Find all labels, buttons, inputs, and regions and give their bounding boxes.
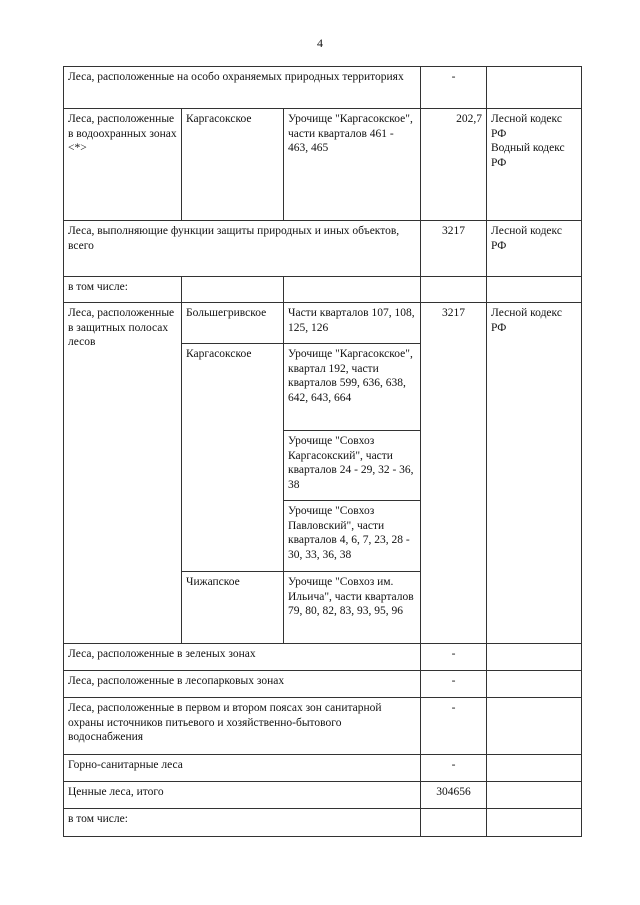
- location-cell: Урочище "Совхоз Павловский", части кварталов 4, 6, 7, 23, 28 - 30, 33, 36, 38: [284, 501, 421, 572]
- table-row: [64, 109, 582, 221]
- location-cell: Урочище "Совхоз Каргасокский", части кварталов 24 - 29, 32 - 36, 38: [284, 431, 421, 501]
- category-cell: Леса, расположенные в зеленых зонах: [64, 644, 421, 671]
- district-cell: Каргасокское: [182, 109, 284, 221]
- category-cell: Леса, расположенные на особо охраняемых природных территориях: [64, 67, 421, 109]
- area-cell: 202,7: [421, 109, 487, 221]
- district-cell: Большегривское: [182, 303, 284, 344]
- area-cell: [421, 809, 487, 837]
- law-cell: Лесной кодекс РФ: [487, 221, 582, 277]
- table-row: [64, 671, 582, 698]
- area-cell: -: [421, 671, 487, 698]
- category-cell: Ценные леса, итого: [64, 782, 421, 809]
- table-row: [64, 809, 582, 837]
- table-row: [64, 782, 582, 809]
- area-cell: 3217: [421, 303, 487, 644]
- category-cell: Леса, расположенные в водоохранных зонах <*>: [64, 109, 182, 221]
- page-number: 4: [317, 36, 323, 50]
- law-cell: [487, 782, 582, 809]
- forest-protection-table: [63, 66, 582, 837]
- category-cell: в том числе:: [64, 277, 182, 303]
- law-cell: [487, 698, 582, 755]
- category-cell: Леса, расположенные в первом и втором поясах зон санитарной охраны источников питьевого и хозяйственно-бытового водоснабжения: [64, 698, 421, 755]
- category-cell: Горно-санитарные леса: [64, 755, 421, 782]
- location-cell: [284, 277, 421, 303]
- table-row: [64, 698, 582, 755]
- area-cell: -: [421, 698, 487, 755]
- table-row: [64, 303, 582, 344]
- area-cell: [421, 277, 487, 303]
- table-row: [64, 277, 582, 303]
- law-cell: [487, 277, 582, 303]
- table-row: [64, 644, 582, 671]
- law-cell: Лесной кодекс РФ: [487, 303, 582, 644]
- law-cell: [487, 67, 582, 109]
- law-cell: Лесной кодекс РФ Водный кодекс РФ: [487, 109, 582, 221]
- location-cell: Урочище "Каргасокское", части кварталов 461 - 463, 465: [284, 109, 421, 221]
- area-cell: -: [421, 755, 487, 782]
- district-cell: [182, 277, 284, 303]
- table-row: [64, 221, 582, 277]
- table-row: [64, 755, 582, 782]
- area-cell: -: [421, 67, 487, 109]
- area-cell: 3217: [421, 221, 487, 277]
- category-cell: Леса, расположенные в лесопарковых зонах: [64, 671, 421, 698]
- district-cell: Чижапское: [182, 572, 284, 644]
- category-cell: Леса, расположенные в защитных полосах лесов: [64, 303, 182, 644]
- area-cell: 304656: [421, 782, 487, 809]
- district-cell: Каргасокское: [182, 344, 284, 572]
- law-cell: [487, 755, 582, 782]
- location-cell: Урочище "Каргасокское", квартал 192, части кварталов 599, 636, 638, 642, 643, 664: [284, 344, 421, 431]
- category-cell: в том числе:: [64, 809, 421, 837]
- location-cell: Урочище "Совхоз им. Ильича", части кварталов 79, 80, 82, 83, 93, 95, 96: [284, 572, 421, 644]
- law-cell: [487, 671, 582, 698]
- table-row: [64, 67, 582, 109]
- area-cell: -: [421, 644, 487, 671]
- location-cell: Части кварталов 107, 108, 125, 126: [284, 303, 421, 344]
- law-cell: [487, 644, 582, 671]
- category-cell: Леса, выполняющие функции защиты природных и иных объектов, всего: [64, 221, 421, 277]
- law-cell: [487, 809, 582, 837]
